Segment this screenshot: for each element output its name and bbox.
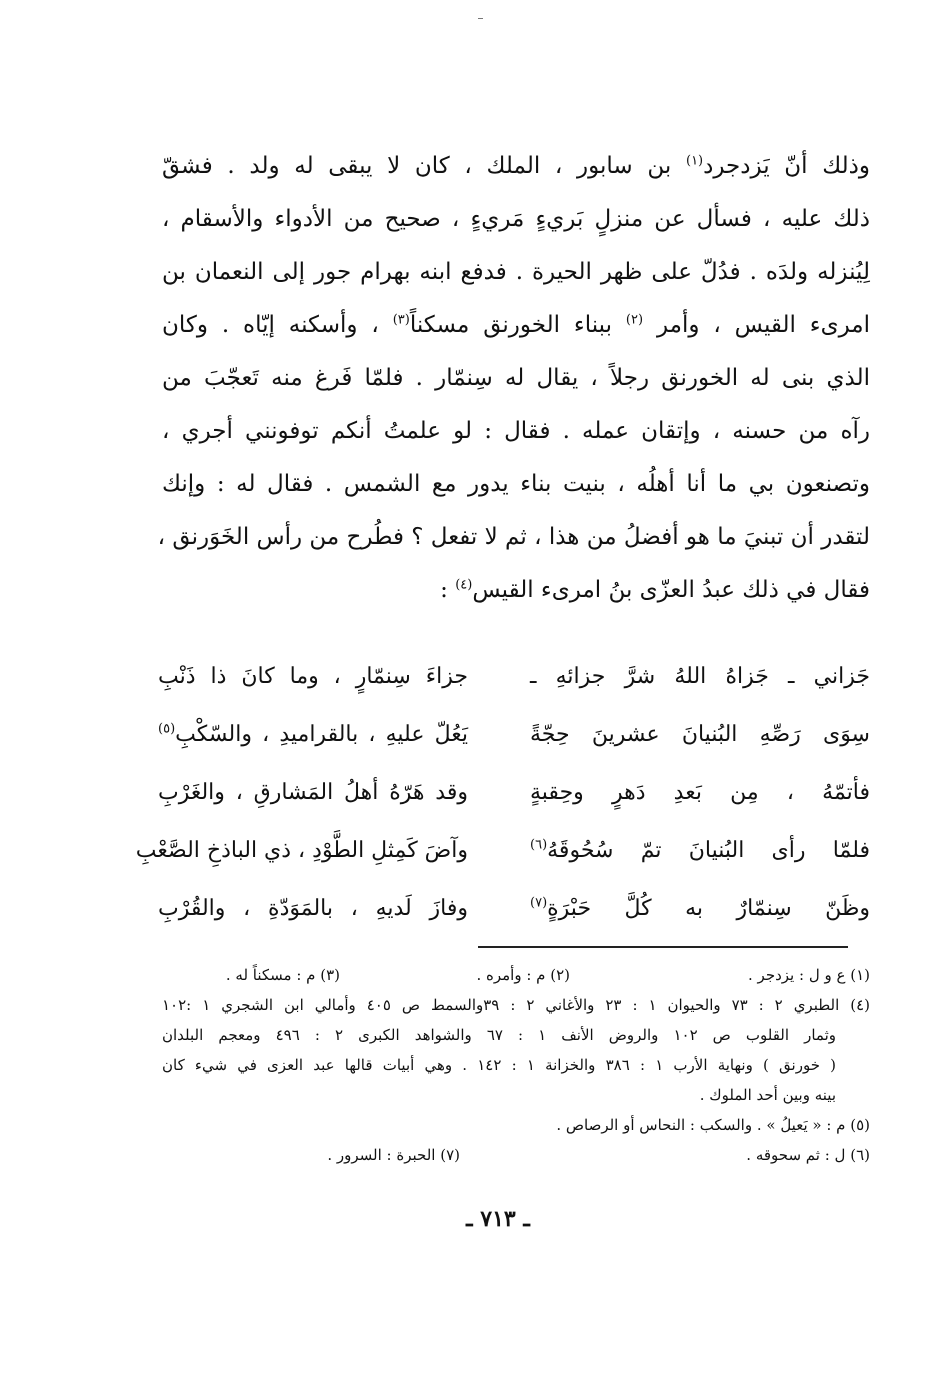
footnotes <box>162 960 870 1170</box>
verse-second-hemistich: وفازَ لَديهِ ، بالمَوَدّةِ ، والقُرْبِ <box>158 896 468 921</box>
footnote-7: (٧) الحبرة : السرور . <box>327 1146 460 1164</box>
prose-line: ذلك عليه ، فسأل عن منزلٍ بَريءٍ مَريءٍ ، صحيح من الأدواء والأسقام ، <box>162 206 870 232</box>
poem-verse <box>158 880 870 938</box>
verse-first-hemistich: وظَنّ سِنمّارٌ به كُلَّ حَبْرَةٍ$^{(٧)}$ <box>530 895 870 921</box>
verse-second-hemistich: وآضَ كَمِثلِ الطَّوْدِ ، ذي الباذخِ الصَّعْبِ <box>135 838 468 863</box>
poem-verse <box>158 706 870 764</box>
footnote-row <box>162 960 870 990</box>
verse-first-hemistich: فلمّا رأى البُنيانَ تمّ سُحُوقَهُ$^{(٦)}$ <box>530 837 870 863</box>
verse-second-hemistich: يَعُلّ عليهِ ، بالقراميدِ ، والسّكْبِ$^{(٥)}$ <box>158 721 468 747</box>
prose-line: وتصنعون بي ما أنا أهلُه ، بنيت بناء يدور مع الشمس . فقال له : وإنك <box>162 471 870 497</box>
poem-verse <box>135 822 870 880</box>
verse-second-hemistich: جزاءَ سِنمّارٍ ، وما كانَ ذا ذَنْبِ <box>158 664 468 689</box>
footnote-4-line: (٤) الطبري ٢ : ٧٣ والحيوان ١ : ٢٣ والأغاني ٢ : ٣٩والسمط ص ٤٠٥ وأمالي ابن الشجري ١ :١٠٢ <box>162 996 871 1014</box>
footnote-row <box>162 1140 870 1170</box>
prose-text <box>157 140 871 617</box>
page-number: ـ ٧١٣ ـ <box>466 1206 530 1232</box>
footnote-ref[interactable]: (٧) <box>530 895 548 911</box>
prose-line: لِيُنزله ولدَه . فدُلّ على ظهر الحيرة . فدفع ابنه بهرام جور إلى النعمان بن <box>162 259 870 285</box>
footnote-divider <box>478 946 848 948</box>
verse-first-hemistich: فأتمّهُ ، مِن بَعدِ دَهرٍ وحِقبةٍ <box>530 780 870 805</box>
footnote-3: (٣) م : مسكناً له . <box>225 966 340 984</box>
footnote-ref[interactable]: (٣) <box>392 312 410 328</box>
footnote-4-line: ( خورنق ) ونهاية الأرب ١ : ٣٨٦ والخزانة ١ : ١٤٢ . وهي أبيات قالها عبد العزى في شيء كان <box>162 1056 837 1074</box>
prose-line: رآه من حسنه ، وإتقان عمله . فقال : لو علمتُ أنكم توفونني أجري ، <box>162 418 870 444</box>
footnote-ref[interactable]: (١) <box>685 153 704 169</box>
prose-line: فقال في ذلك عبدُ العزّى بنُ امرىء القيس$^{(٤)}$ : <box>440 577 870 603</box>
footnote-ref[interactable]: (٤) <box>455 577 473 593</box>
poem-verse <box>158 764 870 822</box>
footnote-ref[interactable]: (٦) <box>530 837 548 853</box>
prose-line: الذي بنى له الخورنق رجلاً ، يقال له سِنمّار . فلمّا فَرغ منه تَعجّبَ من <box>162 365 870 391</box>
footnote-1: (١) ع و ل : يزدجر . <box>748 966 870 984</box>
top-mark <box>478 18 483 19</box>
prose-line: لتقدر أن تبنيَ ما هو أفضلُ من هذا ، ثم لا تفعل ؟ فطُرح من رأس الخَوَرنق ، <box>157 524 870 550</box>
footnote-5: (٥) م : « يَعيلُ » . والسكب : النحاس أو الرصاص . <box>556 1116 870 1134</box>
prose-line: وذلك أنّ يَزدجرد$^{(١)}$ بن سابور ، الملك ، كان لا يبقى له ولد . فشقّ <box>162 153 870 179</box>
footnote-2: (٢) م : وأمره . <box>476 966 570 984</box>
poem <box>135 648 870 938</box>
footnote-ref[interactable]: (٥) <box>158 721 176 737</box>
footnote-4-line: بينه وبين أحد الملوك . <box>699 1086 836 1104</box>
prose-line: امرىء القيس ، وأمر $^{(٢)}$ ببناء الخورنق مسكناً$^{(٣)}$ ، وأسكنه إيّاه . وكان <box>162 312 871 338</box>
verse-first-hemistich: سِوَى رَصِّهِ البُنيانَ عشرينَ حِجّةً <box>530 722 870 747</box>
footnote-4-line: وثمار القلوب ص ١٠٢ والروض الأنف ١ : ٦٧ والشواهد الكبرى ٢ : ٤٩٦ ومعجم البلدان <box>162 1026 837 1044</box>
verse-second-hemistich: وقد هَرّهُ أهلُ المَشارقِ ، والغَرْبِ <box>158 780 468 805</box>
footnote-6: (٦) ل : ثم سحوقه . <box>746 1146 870 1164</box>
footnote-ref[interactable]: (٢) <box>625 312 644 328</box>
poem-verse <box>158 648 870 706</box>
verse-first-hemistich: جَزاني ـ جَزاهُ اللهُ شرَّ جزائهِ ـ <box>530 664 870 689</box>
